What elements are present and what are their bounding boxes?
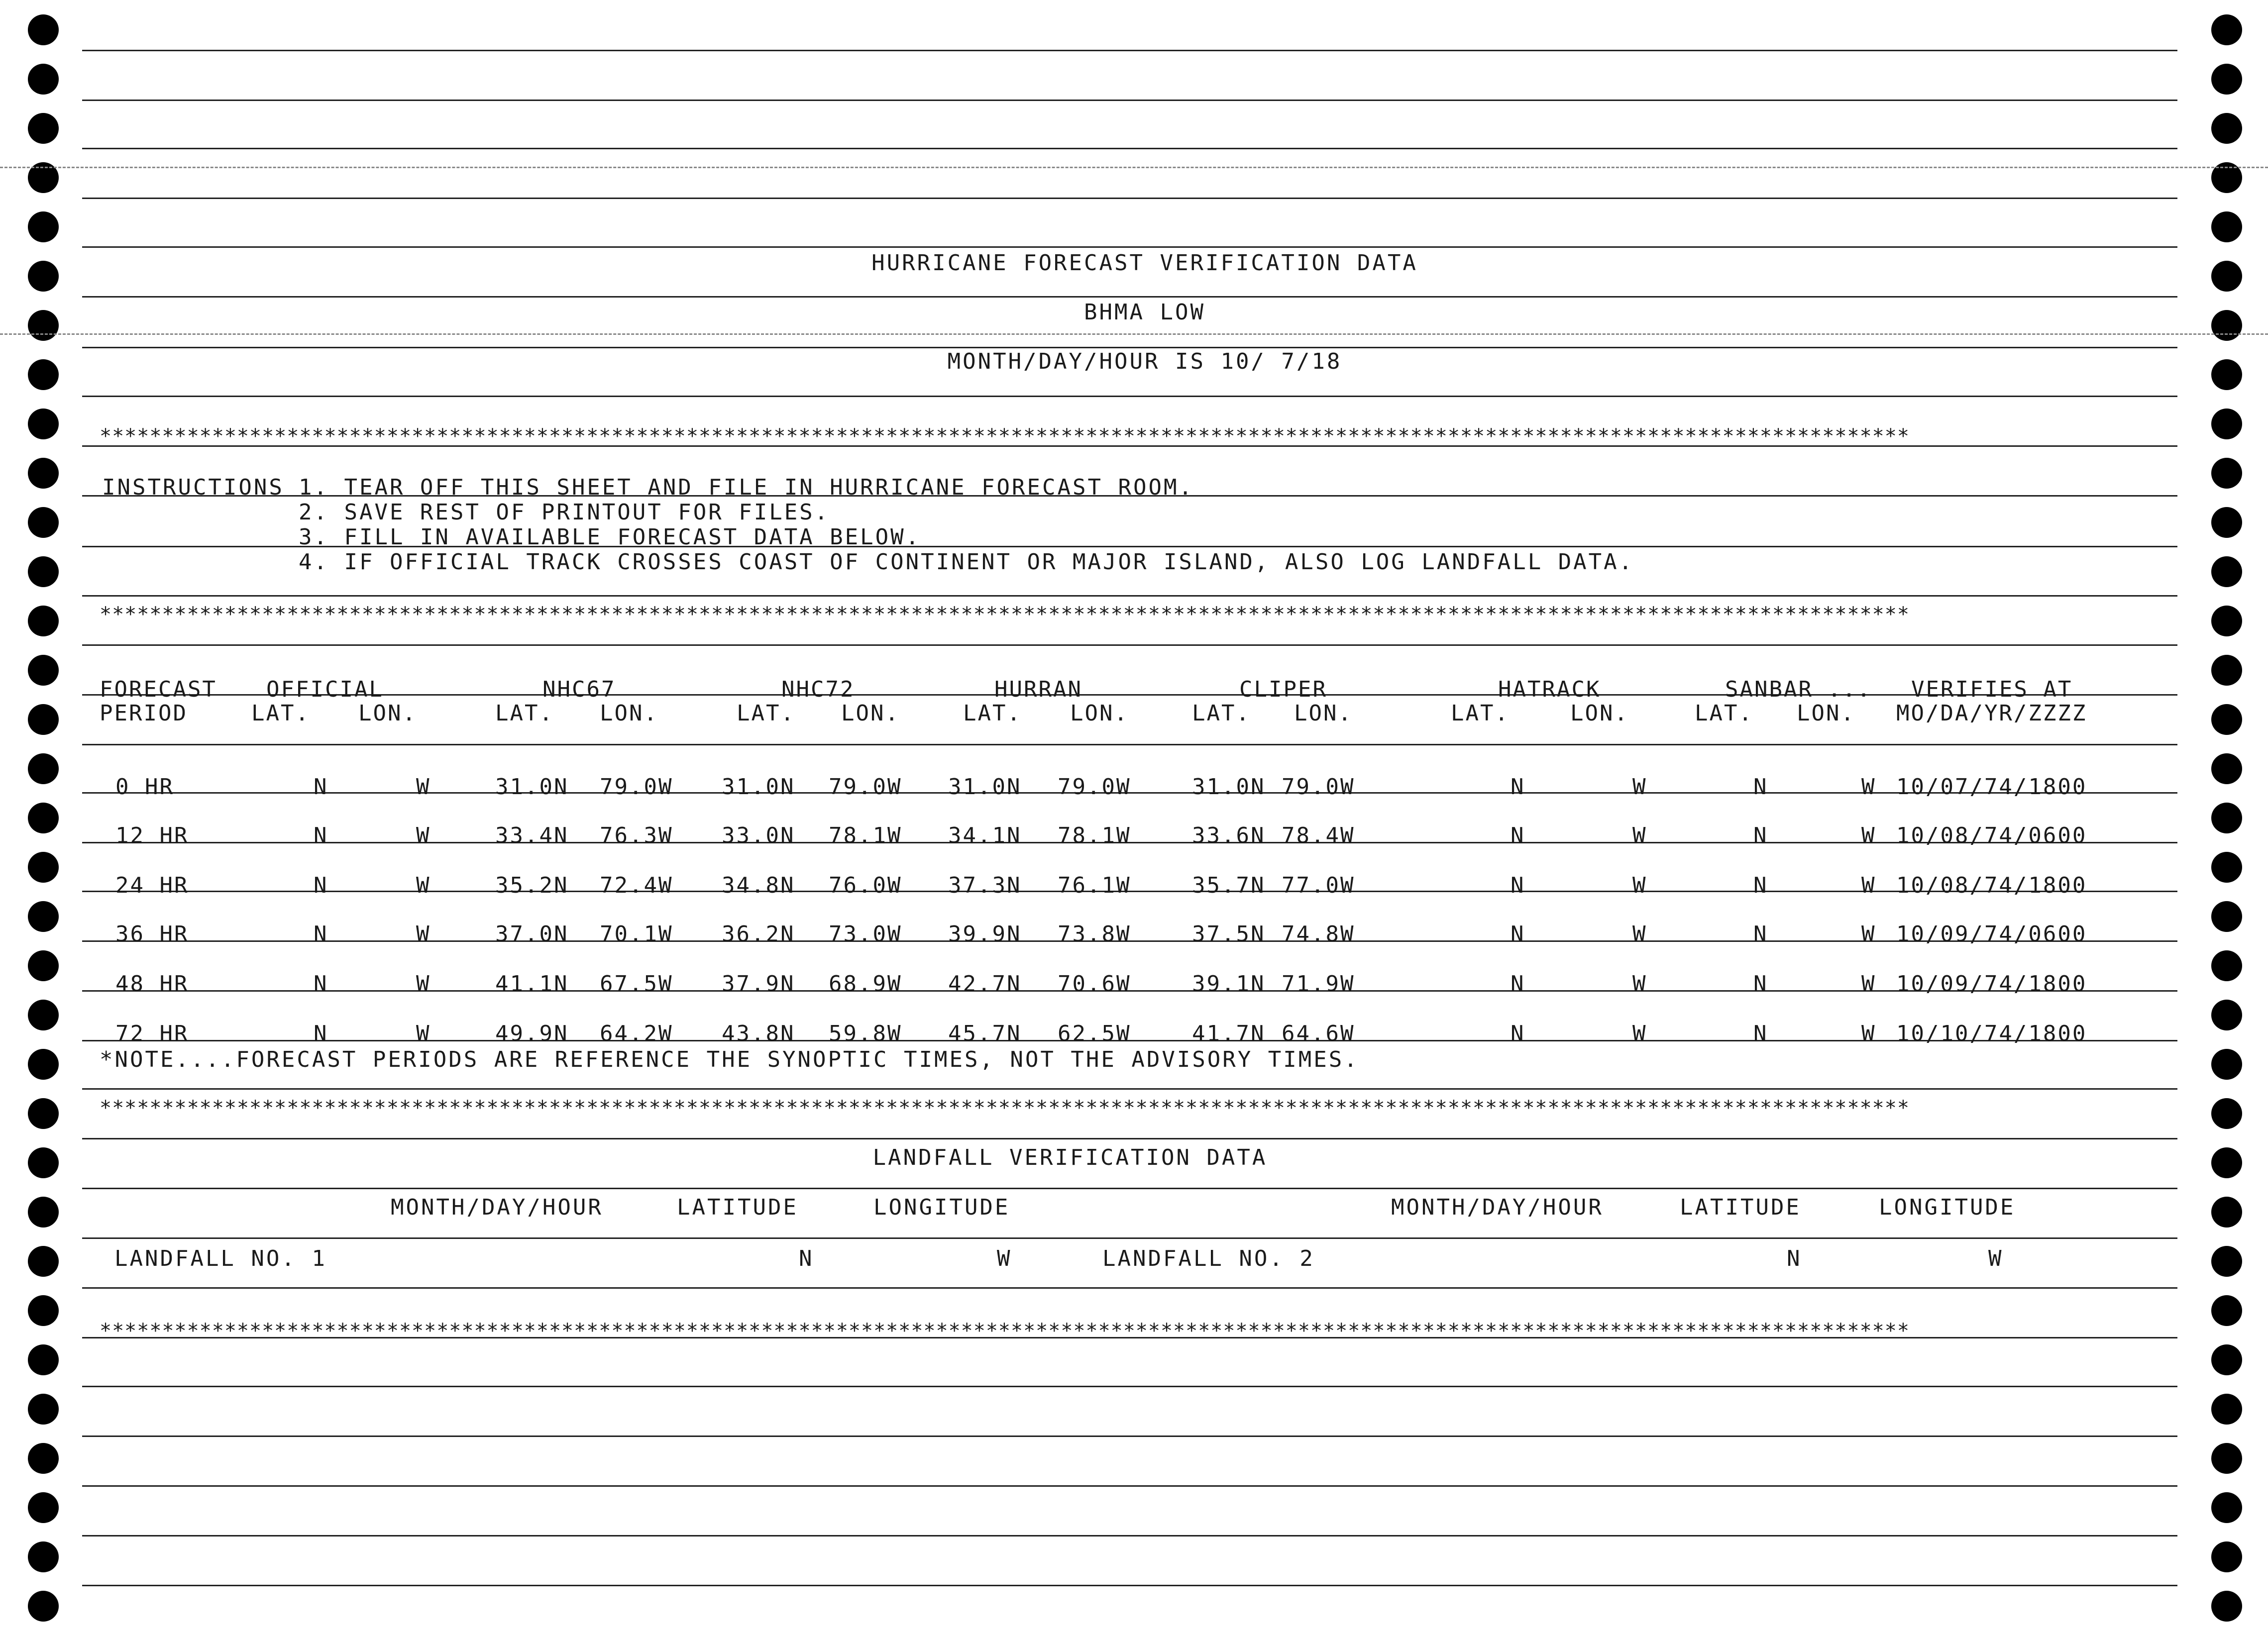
table-cell: N <box>1753 971 1768 997</box>
tractor-feed-hole <box>2211 458 2242 489</box>
form-rule-line <box>82 296 2177 298</box>
separator-row-4: ************************************************************************************************************************************************* <box>100 1320 1910 1342</box>
table-cell: W <box>416 922 431 947</box>
table-cell: 71.9W <box>1282 971 1355 997</box>
tractor-feed-hole <box>28 852 59 883</box>
table-cell: W <box>1861 774 1876 800</box>
forecast-period-cell: 12 HR <box>115 823 189 848</box>
tractor-feed-hole <box>2211 852 2242 883</box>
table-group-header: VERIFIES AT <box>1911 677 2073 702</box>
tractor-feed-hole <box>28 1000 59 1030</box>
tractor-feed-hole <box>2211 556 2242 587</box>
table-cell: 42.7N <box>948 971 1022 997</box>
table-cell: W <box>1861 922 1876 947</box>
form-rule-line <box>82 595 2177 597</box>
tractor-feed-hole <box>2211 1197 2242 1228</box>
tractor-feed-hole <box>28 1147 59 1178</box>
tractor-feed-hole <box>28 261 59 292</box>
tractor-feed-hole <box>2211 261 2242 292</box>
tractor-feed-hole <box>28 1591 59 1622</box>
tractor-feed-hole <box>2211 14 2242 45</box>
form-rule-line <box>82 744 2177 745</box>
form-rule-line <box>82 148 2177 149</box>
table-cell: W <box>1861 823 1876 848</box>
table-cell: 73.0W <box>829 922 902 947</box>
instruction-item-3: 3. FILL IN AVAILABLE FORECAST DATA BELOW. <box>299 524 921 550</box>
landfall-no-2-lat: N <box>1787 1246 1802 1271</box>
table-column-header: LON. <box>600 701 658 726</box>
table-cell: 45.7N <box>948 1021 1022 1046</box>
table-cell: 68.9W <box>829 971 902 997</box>
table-cell: 36.2N <box>722 922 795 947</box>
instruction-item-1: 1. TEAR OFF THIS SHEET AND FILE IN HURRICANE FORECAST ROOM. <box>299 475 1194 500</box>
tractor-feed-hole <box>28 359 59 390</box>
tractor-feed-hole <box>28 458 59 489</box>
form-rule-line <box>82 347 2177 348</box>
tractor-feed-hole <box>2211 507 2242 538</box>
table-cell: 10/09/74/1800 <box>1896 971 2087 997</box>
forecast-period-cell: 48 HR <box>115 971 189 997</box>
table-cell: 64.2W <box>600 1021 673 1046</box>
landfall-col-month-1: MONTH/DAY/HOUR <box>391 1195 603 1220</box>
tractor-feed-hole <box>2211 1492 2242 1523</box>
tractor-feed-hole <box>28 64 59 95</box>
table-cell: 10/08/74/0600 <box>1896 823 2087 848</box>
table-group-header: CLIPER <box>1239 677 1327 702</box>
tractor-feed-hole <box>28 1394 59 1425</box>
table-group-header: HURRAN <box>994 677 1082 702</box>
tractor-feed-hole <box>28 556 59 587</box>
table-cell: N <box>314 774 328 800</box>
table-column-header: PERIOD <box>100 701 188 726</box>
table-cell: 74.8W <box>1282 922 1355 947</box>
landfall-no-1-lon: W <box>997 1246 1012 1271</box>
instructions-label: INSTRUCTIONS <box>102 475 284 500</box>
table-cell: 62.5W <box>1058 1021 1131 1046</box>
tractor-feed-hole <box>28 1344 59 1375</box>
forecast-period-cell: 72 HR <box>115 1021 189 1046</box>
table-cell: N <box>314 873 328 898</box>
table-cell: W <box>1632 1021 1647 1046</box>
tractor-feed-hole <box>28 803 59 833</box>
table-column-header: LAT. <box>251 701 310 726</box>
landfall-col-month-2: MONTH/DAY/HOUR <box>1391 1195 1604 1220</box>
table-group-header: OFFICIAL <box>266 677 384 702</box>
table-cell: 73.8W <box>1058 922 1131 947</box>
landfall-col-lon-1: LONGITUDE <box>873 1195 1010 1220</box>
table-cell: 79.0W <box>1058 774 1131 800</box>
landfall-col-lon-2: LONGITUDE <box>1879 1195 2016 1220</box>
separator-row-2: ************************************************************************************************************************************************* <box>100 603 1910 626</box>
tractor-feed-hole <box>2211 1147 2242 1178</box>
table-group-header: SANBAR ... <box>1725 677 1872 702</box>
landfall-col-lat-2: LATITUDE <box>1680 1195 1801 1220</box>
tractor-feed-hole <box>28 507 59 538</box>
table-cell: 59.8W <box>829 1021 902 1046</box>
table-cell: N <box>1753 922 1768 947</box>
form-rule-line <box>82 198 2177 199</box>
form-rule-line <box>82 1188 2177 1189</box>
table-cell: N <box>314 823 328 848</box>
table-group-header: HATRACK <box>1498 677 1601 702</box>
separator-row-1: ************************************************************************************************************************************************* <box>100 425 1910 448</box>
table-cell: 43.8N <box>722 1021 795 1046</box>
table-cell: W <box>1632 922 1647 947</box>
table-column-header: LON. <box>1070 701 1129 726</box>
table-column-header: LON. <box>358 701 417 726</box>
form-rule-line <box>82 1535 2177 1537</box>
table-cell: 33.0N <box>722 823 795 848</box>
table-column-header: MO/DA/YR/ZZZZ <box>1896 701 2087 726</box>
table-column-header: LAT. <box>1192 701 1251 726</box>
table-cell: W <box>1632 823 1647 848</box>
landfall-no-2-label: LANDFALL NO. 2 <box>1102 1246 1315 1271</box>
form-rule-line <box>82 396 2177 397</box>
table-cell: W <box>416 1021 431 1046</box>
tractor-feed-hole <box>28 1492 59 1523</box>
form-rule-line <box>82 1386 2177 1387</box>
table-cell: 78.4W <box>1282 823 1355 848</box>
table-cell: W <box>416 971 431 997</box>
form-rule-line <box>82 50 2177 51</box>
table-cell: 41.7N <box>1192 1021 1266 1046</box>
table-cell: N <box>1511 774 1525 800</box>
table-cell: W <box>1861 971 1876 997</box>
tractor-feed-hole <box>2211 64 2242 95</box>
tractor-feed-hole <box>28 950 59 981</box>
tractor-feed-hole <box>28 211 59 242</box>
tractor-feed-hole <box>28 1246 59 1277</box>
form-rule-line <box>82 1287 2177 1289</box>
tractor-feed-hole <box>2211 310 2242 341</box>
table-cell: 33.4N <box>495 823 569 848</box>
landfall-no-1-lat: N <box>799 1246 814 1271</box>
tractor-feed-hole <box>28 704 59 735</box>
storm-name: BHMA LOW <box>1084 300 1205 325</box>
table-cell: 37.3N <box>948 873 1022 898</box>
tractor-feed-hole <box>2211 211 2242 242</box>
tractor-feed-hole <box>28 409 59 439</box>
table-cell: 34.1N <box>948 823 1022 848</box>
table-cell: N <box>1753 873 1768 898</box>
tractor-feed-hole <box>2211 753 2242 784</box>
table-cell: 78.1W <box>829 823 902 848</box>
tractor-feed-hole <box>2211 1000 2242 1030</box>
table-cell: 31.0N <box>948 774 1022 800</box>
table-cell: 79.0W <box>829 774 902 800</box>
table-cell: 10/09/74/0600 <box>1896 922 2087 947</box>
landfall-no-2-lon: W <box>1988 1246 2004 1271</box>
form-rule-line <box>82 246 2177 248</box>
table-group-header: FORECAST <box>100 677 217 702</box>
table-column-header: LON. <box>1570 701 1629 726</box>
month-day-hour: MONTH/DAY/HOUR IS 10/ 7/18 <box>947 349 1342 374</box>
tractor-feed-hole <box>2211 1443 2242 1474</box>
table-cell: 37.5N <box>1192 922 1266 947</box>
tractor-feed-hole <box>28 1295 59 1326</box>
tractor-feed-hole <box>28 1443 59 1474</box>
tractor-feed-hole <box>2211 1541 2242 1572</box>
table-cell: 76.3W <box>600 823 673 848</box>
instruction-item-2: 2. SAVE REST OF PRINTOUT FOR FILES. <box>299 500 830 525</box>
table-cell: 31.0N <box>495 774 569 800</box>
table-cell: W <box>1632 873 1647 898</box>
table-cell: N <box>314 922 328 947</box>
tractor-feed-hole <box>2211 359 2242 390</box>
form-rule-line <box>82 1138 2177 1139</box>
tractor-feed-hole <box>2211 950 2242 981</box>
table-cell: 41.1N <box>495 971 569 997</box>
table-cell: W <box>1861 873 1876 898</box>
table-cell: W <box>416 823 431 848</box>
table-cell: 72.4W <box>600 873 673 898</box>
table-column-header: LON. <box>1294 701 1353 726</box>
table-cell: W <box>416 774 431 800</box>
table-cell: 70.6W <box>1058 971 1131 997</box>
table-cell: 79.0W <box>1282 774 1355 800</box>
tractor-feed-hole <box>28 606 59 636</box>
table-group-header: NHC67 <box>542 677 616 702</box>
tractor-feed-hole <box>28 1049 59 1080</box>
tractor-feed-hole <box>28 310 59 341</box>
table-cell: W <box>1861 1021 1876 1046</box>
table-column-header: LON. <box>1797 701 1855 726</box>
table-cell: 10/07/74/1800 <box>1896 774 2087 800</box>
table-cell: 31.0N <box>1192 774 1266 800</box>
tractor-feed-hole <box>2211 1591 2242 1622</box>
table-cell: 76.1W <box>1058 873 1131 898</box>
table-cell: W <box>416 873 431 898</box>
table-cell: 64.6W <box>1282 1021 1355 1046</box>
table-group-header: NHC72 <box>781 677 855 702</box>
tractor-feed-hole <box>2211 1295 2242 1326</box>
table-cell: 76.0W <box>829 873 902 898</box>
sheet-title: HURRICANE FORECAST VERIFICATION DATA <box>871 250 1418 276</box>
tractor-feed-hole <box>2211 803 2242 833</box>
form-rule-line <box>82 1435 2177 1437</box>
tractor-feed-hole <box>28 655 59 686</box>
table-cell: 37.0N <box>495 922 569 947</box>
tractor-feed-hole <box>28 1197 59 1228</box>
tractor-feed-hole <box>2211 1394 2242 1425</box>
table-cell: W <box>1632 971 1647 997</box>
forecast-period-cell: 36 HR <box>115 922 189 947</box>
table-cell: N <box>1511 971 1525 997</box>
landfall-col-lat-1: LATITUDE <box>677 1195 798 1220</box>
table-cell: 10/08/74/1800 <box>1896 873 2087 898</box>
tractor-feed-hole <box>2211 113 2242 144</box>
table-cell: 70.1W <box>600 922 673 947</box>
perforation-line <box>0 167 2268 168</box>
table-cell: 39.9N <box>948 922 1022 947</box>
table-cell: 77.0W <box>1282 873 1355 898</box>
table-cell: 31.0N <box>722 774 795 800</box>
table-cell: N <box>314 1021 328 1046</box>
tractor-feed-hole <box>2211 1344 2242 1375</box>
table-cell: N <box>314 971 328 997</box>
table-column-header: LAT. <box>737 701 795 726</box>
tractor-feed-hole <box>28 1098 59 1129</box>
table-cell: W <box>1632 774 1647 800</box>
tractor-feed-hole <box>2211 606 2242 636</box>
table-cell: N <box>1753 1021 1768 1046</box>
table-cell: N <box>1511 922 1525 947</box>
perforation-line <box>0 333 2268 335</box>
landfall-no-1-label: LANDFALL NO. 1 <box>114 1246 327 1271</box>
forecast-period-cell: 0 HR <box>115 774 174 800</box>
table-cell: N <box>1753 774 1768 800</box>
forecast-note: *NOTE....FORECAST PERIODS ARE REFERENCE THE SYNOPTIC TIMES, NOT THE ADVISORY TIMES. <box>100 1047 1359 1072</box>
table-column-header: LAT. <box>495 701 554 726</box>
table-cell: 10/10/74/1800 <box>1896 1021 2087 1046</box>
tractor-feed-hole <box>2211 409 2242 439</box>
table-cell: N <box>1511 1021 1525 1046</box>
form-rule-line <box>82 644 2177 646</box>
table-cell: 79.0W <box>600 774 673 800</box>
table-cell: 67.5W <box>600 971 673 997</box>
table-cell: 49.9N <box>495 1021 569 1046</box>
form-rule-line <box>82 1088 2177 1090</box>
table-cell: 33.6N <box>1192 823 1266 848</box>
instruction-item-4: 4. IF OFFICIAL TRACK CROSSES COAST OF CONTINENT OR MAJOR ISLAND, ALSO LOG LANDFALL DATA. <box>299 549 1634 575</box>
table-cell: 34.8N <box>722 873 795 898</box>
table-cell: N <box>1753 823 1768 848</box>
tractor-feed-hole <box>28 901 59 932</box>
tractor-feed-hole <box>28 14 59 45</box>
table-cell: N <box>1511 873 1525 898</box>
tractor-feed-hole <box>2211 1098 2242 1129</box>
landfall-title: LANDFALL VERIFICATION DATA <box>872 1145 1268 1170</box>
tractor-feed-hole <box>2211 1246 2242 1277</box>
table-cell: 35.7N <box>1192 873 1266 898</box>
forecast-period-cell: 24 HR <box>115 873 189 898</box>
tractor-feed-hole <box>28 753 59 784</box>
table-column-header: LAT. <box>963 701 1022 726</box>
tractor-feed-hole <box>2211 1049 2242 1080</box>
tractor-feed-hole <box>28 1541 59 1572</box>
table-column-header: LAT. <box>1451 701 1510 726</box>
table-column-header: LON. <box>841 701 900 726</box>
table-cell: N <box>1511 823 1525 848</box>
tractor-feed-hole <box>2211 704 2242 735</box>
form-rule-line <box>82 1237 2177 1239</box>
separator-row-3: ************************************************************************************************************************************************* <box>100 1097 1910 1120</box>
tractor-feed-hole <box>2211 655 2242 686</box>
form-rule-line <box>82 100 2177 101</box>
table-cell: 39.1N <box>1192 971 1266 997</box>
table-cell: 78.1W <box>1058 823 1131 848</box>
table-column-header: LAT. <box>1695 701 1753 726</box>
form-rule-line <box>82 1485 2177 1487</box>
tractor-feed-hole <box>28 113 59 144</box>
table-cell: 37.9N <box>722 971 795 997</box>
tractor-feed-hole <box>2211 901 2242 932</box>
table-cell: 35.2N <box>495 873 569 898</box>
form-rule-line <box>82 1585 2177 1586</box>
